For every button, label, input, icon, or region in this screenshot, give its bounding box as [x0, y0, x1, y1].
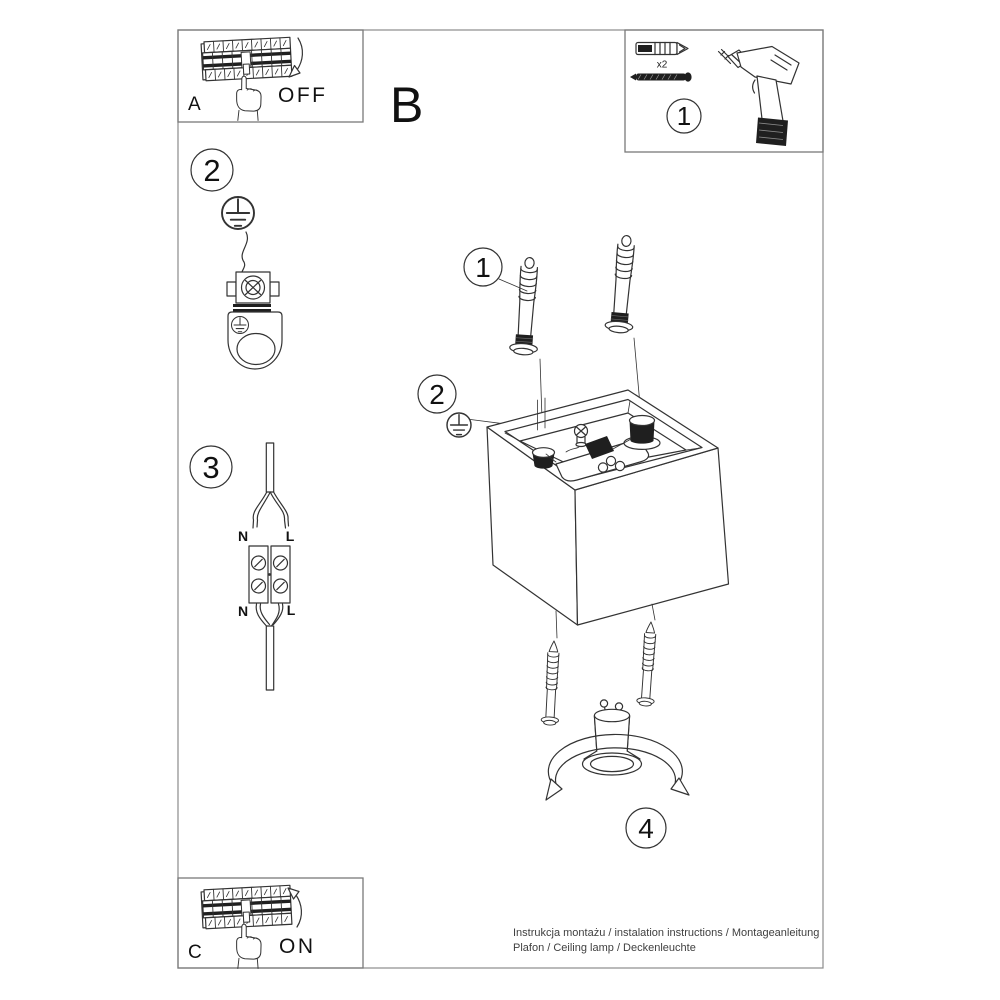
anchor-screw-left	[509, 257, 543, 356]
step-3-wiring	[190, 443, 296, 690]
callout-4: 4	[638, 813, 654, 844]
on-label: ON	[279, 935, 316, 958]
screw-icon	[630, 72, 692, 81]
neutral-label-top: N	[237, 528, 249, 544]
footer	[513, 927, 819, 954]
power-cable-bottom-icon	[266, 626, 273, 690]
tools-box	[625, 30, 823, 152]
bushing-left-icon	[533, 448, 555, 458]
callout-1-assembly: 1	[475, 252, 491, 283]
earth-screw-icon	[575, 425, 588, 447]
panel-a	[178, 30, 363, 122]
live-label-top: L	[285, 528, 295, 544]
neutral-label-bottom: N	[237, 603, 249, 619]
callout-3: 3	[202, 450, 220, 485]
section-b-label: B	[390, 77, 424, 133]
callout-1-circle	[667, 99, 701, 133]
power-cable-top-icon	[266, 443, 273, 492]
callout-1: 1	[676, 101, 692, 131]
wire-merge-icon	[256, 604, 283, 626]
wall-anchor-icon	[636, 43, 688, 55]
drill-icon	[719, 47, 800, 147]
bottom-screw-right	[637, 621, 660, 706]
bushing-right-icon	[630, 416, 655, 426]
callout-2-assembly: 2	[429, 379, 445, 410]
off-label: OFF	[278, 84, 328, 107]
wire-fanout-icon	[253, 492, 289, 528]
step-2-earth-connection	[191, 149, 282, 369]
panel-c-label: C	[188, 942, 202, 963]
live-label-bottom: L	[286, 602, 296, 618]
footer-line-2: Plafon / Ceiling lamp / Deckenleuchte	[513, 942, 696, 954]
callout-2: 2	[203, 153, 221, 188]
lamp-body-icon	[487, 390, 729, 625]
panel-c	[178, 878, 363, 968]
terminal-block-icon	[249, 546, 290, 603]
terminal-clamp-icon	[227, 272, 279, 312]
bottom-screw-left	[541, 641, 563, 726]
earth-wire-icon	[242, 232, 247, 272]
anchor-screw-right	[605, 234, 641, 333]
mounting-bracket-icon	[228, 312, 282, 369]
footer-line-1: Instrukcja montażu / instalation instructions / Montageanleitung	[513, 927, 820, 939]
quantity-label: x2	[656, 59, 668, 71]
panel-a-label: A	[188, 94, 201, 115]
assembly-diagram	[418, 234, 729, 848]
